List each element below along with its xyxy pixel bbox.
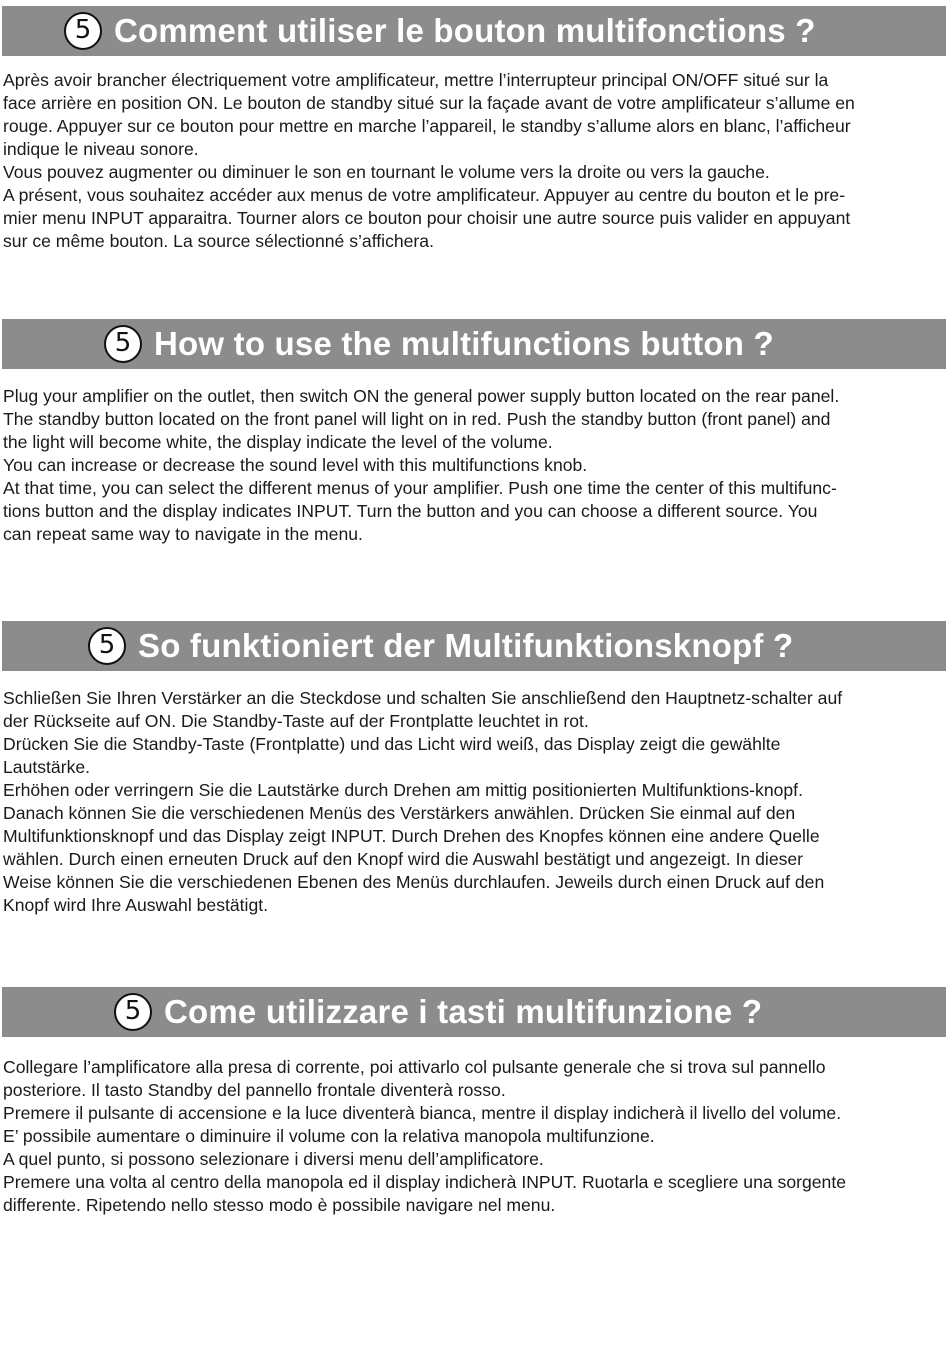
section-title: So funktioniert der Multifunktionsknopf ? — [138, 627, 794, 664]
text-line: Vous pouvez augmenter ou diminuer le son en tournant le volume vers la droite ou vers la gauche. — [3, 162, 770, 182]
text-line: The standby button located on the front panel will light on in red. Push the standby button (front panel) and — [3, 409, 831, 429]
circled-number-icon: 5 — [88, 627, 126, 665]
text-line: A présent, vous souhaitez accéder aux menus de votre amplificateur. Appuyer au centre du bouton et le pre- — [3, 185, 846, 205]
heading — [64, 6, 816, 56]
text-line: the light will become white, the display indicate the level of the volume. — [3, 432, 553, 452]
text-line: Plug your amplifier on the outlet, then switch ON the general power supply button located on the rear panel. — [3, 386, 840, 406]
text-line: Knopf wird Ihre Auswahl bestätigt. — [3, 895, 269, 915]
text-line: Danach können Sie die verschiedenen Menüs des Verstärkers anwählen. Drücken Sie einmal auf den — [3, 803, 796, 823]
text-line: der Rückseite auf ON. Die Standby-Taste auf der Frontplatte leuchtet in rot. — [3, 711, 589, 731]
section-title: Come utilizzare i tasti multifunzione ? — [164, 993, 763, 1030]
text-line: Weise können Sie die verschiedenen Ebenen des Menüs durchlaufen. Jeweils durch einen Druck auf den — [3, 872, 825, 892]
text-line: Premere una volta al centro della manopola ed il display indicherà INPUT. Ruotarla e scegliere una sorgente — [3, 1172, 847, 1192]
text-line: rouge. Appuyer sur ce bouton pour mettre en marche l’appareil, le standby s’allume alors en blanc, l’afficheur — [3, 116, 851, 136]
text-line: posteriore. Il tasto Standby del pannello frontale diventerà rosso. — [3, 1080, 506, 1100]
text-line: indique le niveau sonore. — [3, 139, 199, 159]
section-body — [3, 687, 947, 917]
text-line: Multifunktionsknopf und das Display zeigt INPUT. Durch Drehen des Knopfes können eine andere Quelle — [3, 826, 820, 846]
text-line: Erhöhen oder verringern Sie die Lautstärke durch Drehen am mittig positionierten Multifunktions-knopf. — [3, 780, 803, 800]
text-line: wählen. Durch einen erneuten Druck auf den Knopf wird die Auswahl bestätigt und angezeigt. In dieser — [3, 849, 804, 869]
section-body — [3, 1056, 947, 1217]
heading — [88, 621, 793, 671]
text-line: Après avoir brancher électriquement votre amplificateur, mettre l’interrupteur principal ON/OFF situé sur la — [3, 70, 829, 90]
text-line: Premere il pulsante di accensione e la luce diventerà bianca, mentre il display indicherà il livello del volume. — [3, 1103, 842, 1123]
text-line: A quel punto, si possono selezionare i diversi menu dell’amplificatore. — [3, 1149, 544, 1169]
section-body — [3, 385, 947, 546]
text-line: Drücken Sie die Standby-Taste (Frontplatte) und das Licht wird weiß, das Display zeigt die gewählte — [3, 734, 781, 754]
heading-banner — [2, 621, 946, 671]
text-line: At that time, you can select the different menus of your amplifier. Push one time the center of this multifunc- — [3, 478, 837, 498]
circled-number-icon: 5 — [114, 993, 152, 1031]
text-line: Lautstärke. — [3, 757, 91, 777]
text-line: sur ce même bouton. La source sélectionné s’affichera. — [3, 231, 434, 251]
text-line: E’ possibile aumentare o diminuire il volume con la relativa manopola multifunzione. — [3, 1126, 655, 1146]
section-title: How to use the multifunctions button ? — [154, 325, 774, 362]
text-line: differente. Ripetendo nello stesso modo è possibile navigare nel menu. — [3, 1195, 556, 1215]
heading-banner — [2, 987, 946, 1037]
text-line: You can increase or decrease the sound level with this multifunctions knob. — [3, 455, 588, 475]
circled-number-icon: 5 — [64, 12, 102, 50]
text-line: mier menu INPUT apparaitra. Tourner alors ce bouton pour choisir une autre source puis valider en appuyant — [3, 208, 851, 228]
heading-banner — [2, 6, 946, 56]
text-line: face arrière en position ON. Le bouton de standby situé sur la façade avant de votre amplificateur s’allume en — [3, 93, 855, 113]
circled-number-icon: 5 — [104, 325, 142, 363]
text-line: can repeat same way to navigate in the menu. — [3, 524, 363, 544]
section-body — [3, 69, 947, 253]
heading — [114, 987, 762, 1037]
heading — [104, 319, 774, 369]
heading-banner — [2, 319, 946, 369]
text-line: Schließen Sie Ihren Verstärker an die Steckdose und schalten Sie anschließend den Hauptnetz-schalter auf — [3, 688, 843, 708]
section-title: Comment utiliser le bouton multifonctions ? — [114, 12, 816, 49]
text-line: tions button and the display indicates INPUT. Turn the button and you can choose a different source. You — [3, 501, 818, 521]
text-line: Collegare l’amplificatore alla presa di corrente, poi attivarlo col pulsante generale che si trova sul pannello — [3, 1057, 826, 1077]
